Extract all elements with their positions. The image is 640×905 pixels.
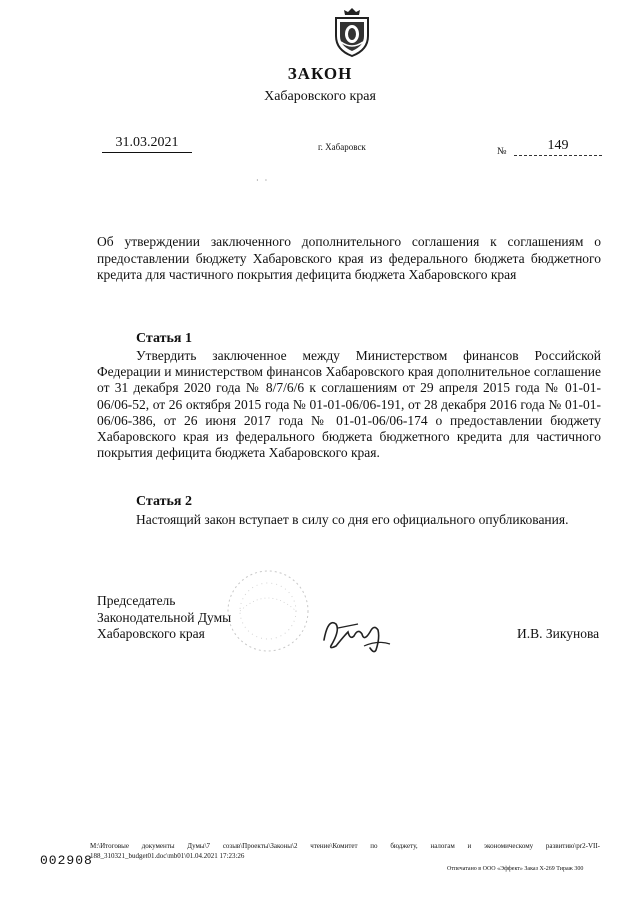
handwritten-signature-icon [318, 610, 396, 656]
number-sign: № [497, 146, 507, 157]
signatory-position [97, 593, 231, 643]
registration-number: 002908 [40, 853, 93, 868]
law-date: 31.03.2021 [102, 135, 192, 153]
law-city: г. Хабаровск [318, 142, 366, 152]
law-number: 149 [514, 138, 602, 156]
position-line-3: Хабаровского края [97, 626, 205, 641]
article-2-heading: Статья 2 [136, 494, 192, 509]
law-title: ЗАКОН [287, 64, 353, 83]
article-1-text: Утвердить заключенное между Министерством финансов Российской Федерации и министерством финансов Хабаровского края дополнительное соглашение от 31 декабря 2020 года № 8/7/6/6 к соглашениям от 29 апреля 2015 года № 01-01-06/06-52, от 26 октября 2015 года № 01-01-06/06-191, от 28 декабря 2016 года № 01-01-06/06-386, от 26 июня 2017 года № 01-01-06/06-174 о предоставлении бюджету Хабаровского края из федерального бюджета бюджетного кредита для частичного покрытия дефицита бюджета Хабаровского края. [97, 348, 601, 461]
position-line-1: Председатель [97, 593, 176, 608]
coat-of-arms-icon [331, 6, 373, 58]
signatory-name: И.В. Зикунова [517, 626, 600, 641]
scan-dots: · · [256, 176, 270, 185]
law-region: Хабаровского края [264, 89, 376, 104]
position-line-2: Законодательной Думы [97, 609, 232, 625]
article-1-heading: Статья 1 [136, 331, 192, 346]
article-2-text: Настоящий закон вступает в силу со дня его официального опубликования. [136, 512, 569, 527]
law-subject: Об утверждении заключенного дополнительного соглашения к соглашениям о предоставлении бюджету Хабаровского края из федерального бюджета бюджетного кредита для частичного покрытия дефицита бюджета Хабаровского края [97, 234, 601, 282]
file-path: M:\Итоговые документы Думы\7 созыв\Проекты\Законы\2 чтение\Комитет по бюджету, налогам и экономическому развитию\pr2-VII-188_310321_budget01.doc\mb01\01.04.2021 17:23:26 [90, 842, 600, 860]
printer-note: Отпечатано в ООО «Эффект» Заказ Х-269 Тираж 300 [447, 866, 584, 872]
